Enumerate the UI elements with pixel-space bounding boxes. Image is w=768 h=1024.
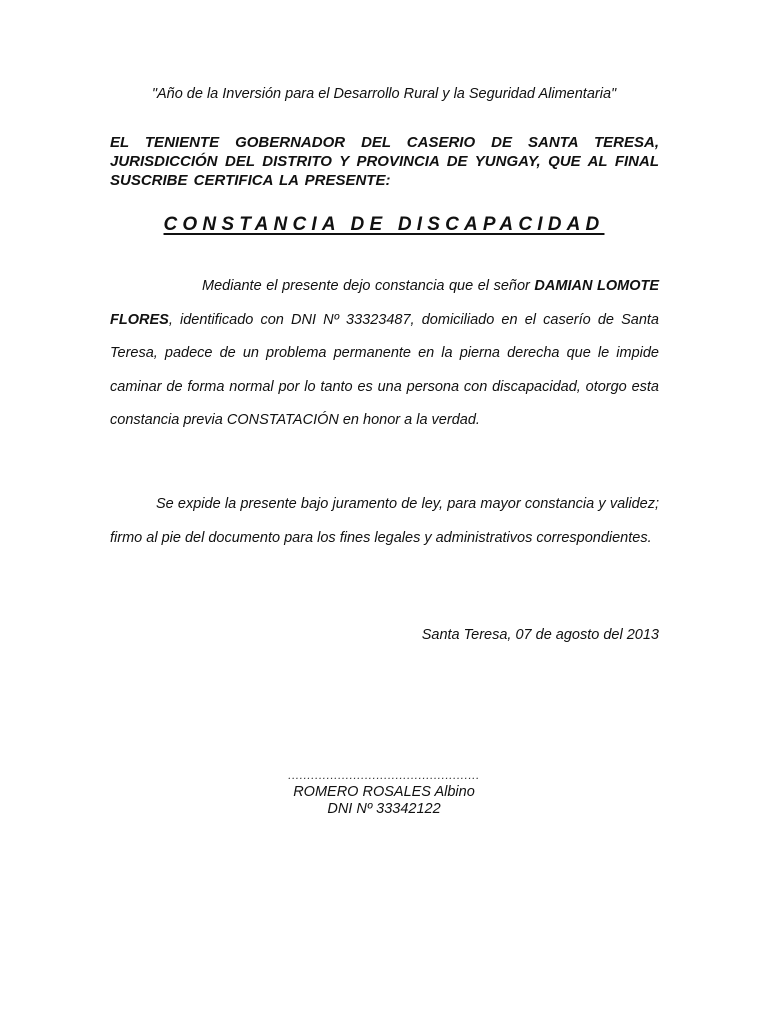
signature-line: .................................................. bbox=[288, 768, 480, 782]
year-motto: "Año de la Inversión para el Desarrollo Rural y la Seguridad Alimentaria" bbox=[151, 86, 617, 102]
issuer-header: EL TENIENTE GOBERNADOR DEL CASERIO DE SANTA TERESA, JURISDICCIÓN DEL DISTRITO Y PROVINCIA DE YUNGAY, QUE AL FINAL SUSCRIBE CERTIFICA LA PRESENTE: bbox=[110, 134, 659, 189]
signer-dni: DNI Nº 33342122 bbox=[327, 801, 441, 817]
signature-block bbox=[0, 767, 768, 818]
document-title: CONSTANCIA DE DISCAPACIDAD bbox=[163, 214, 605, 235]
body-paragraph-2: Se expide la presente bajo juramento de ley, para mayor constancia y validez; firmo al pie del documento para los fines legales y administrativos correspondientes. bbox=[110, 496, 659, 546]
p1-intro: Mediante el presente dejo constancia que el señor bbox=[202, 278, 535, 294]
person-name: DAMIAN LOMOTE FLORES bbox=[110, 278, 660, 328]
document-title-wrapper bbox=[0, 214, 768, 236]
signer-name: ROMERO ROSALES Albino bbox=[293, 784, 475, 800]
p1-rest: , identificado con DNI Nº 33323487, domiciliado en el caserío de Santa Teresa, padece de un problema permanente en la pierna derecha que le impide caminar de forma normal por lo tanto es una persona con discapacidad, otorgo esta constancia previa CONSTATACIÓN en honor a la verdad. bbox=[110, 311, 659, 429]
place-date: Santa Teresa, 07 de agosto del 2013 bbox=[421, 627, 659, 643]
body-paragraph-1 bbox=[110, 270, 659, 438]
